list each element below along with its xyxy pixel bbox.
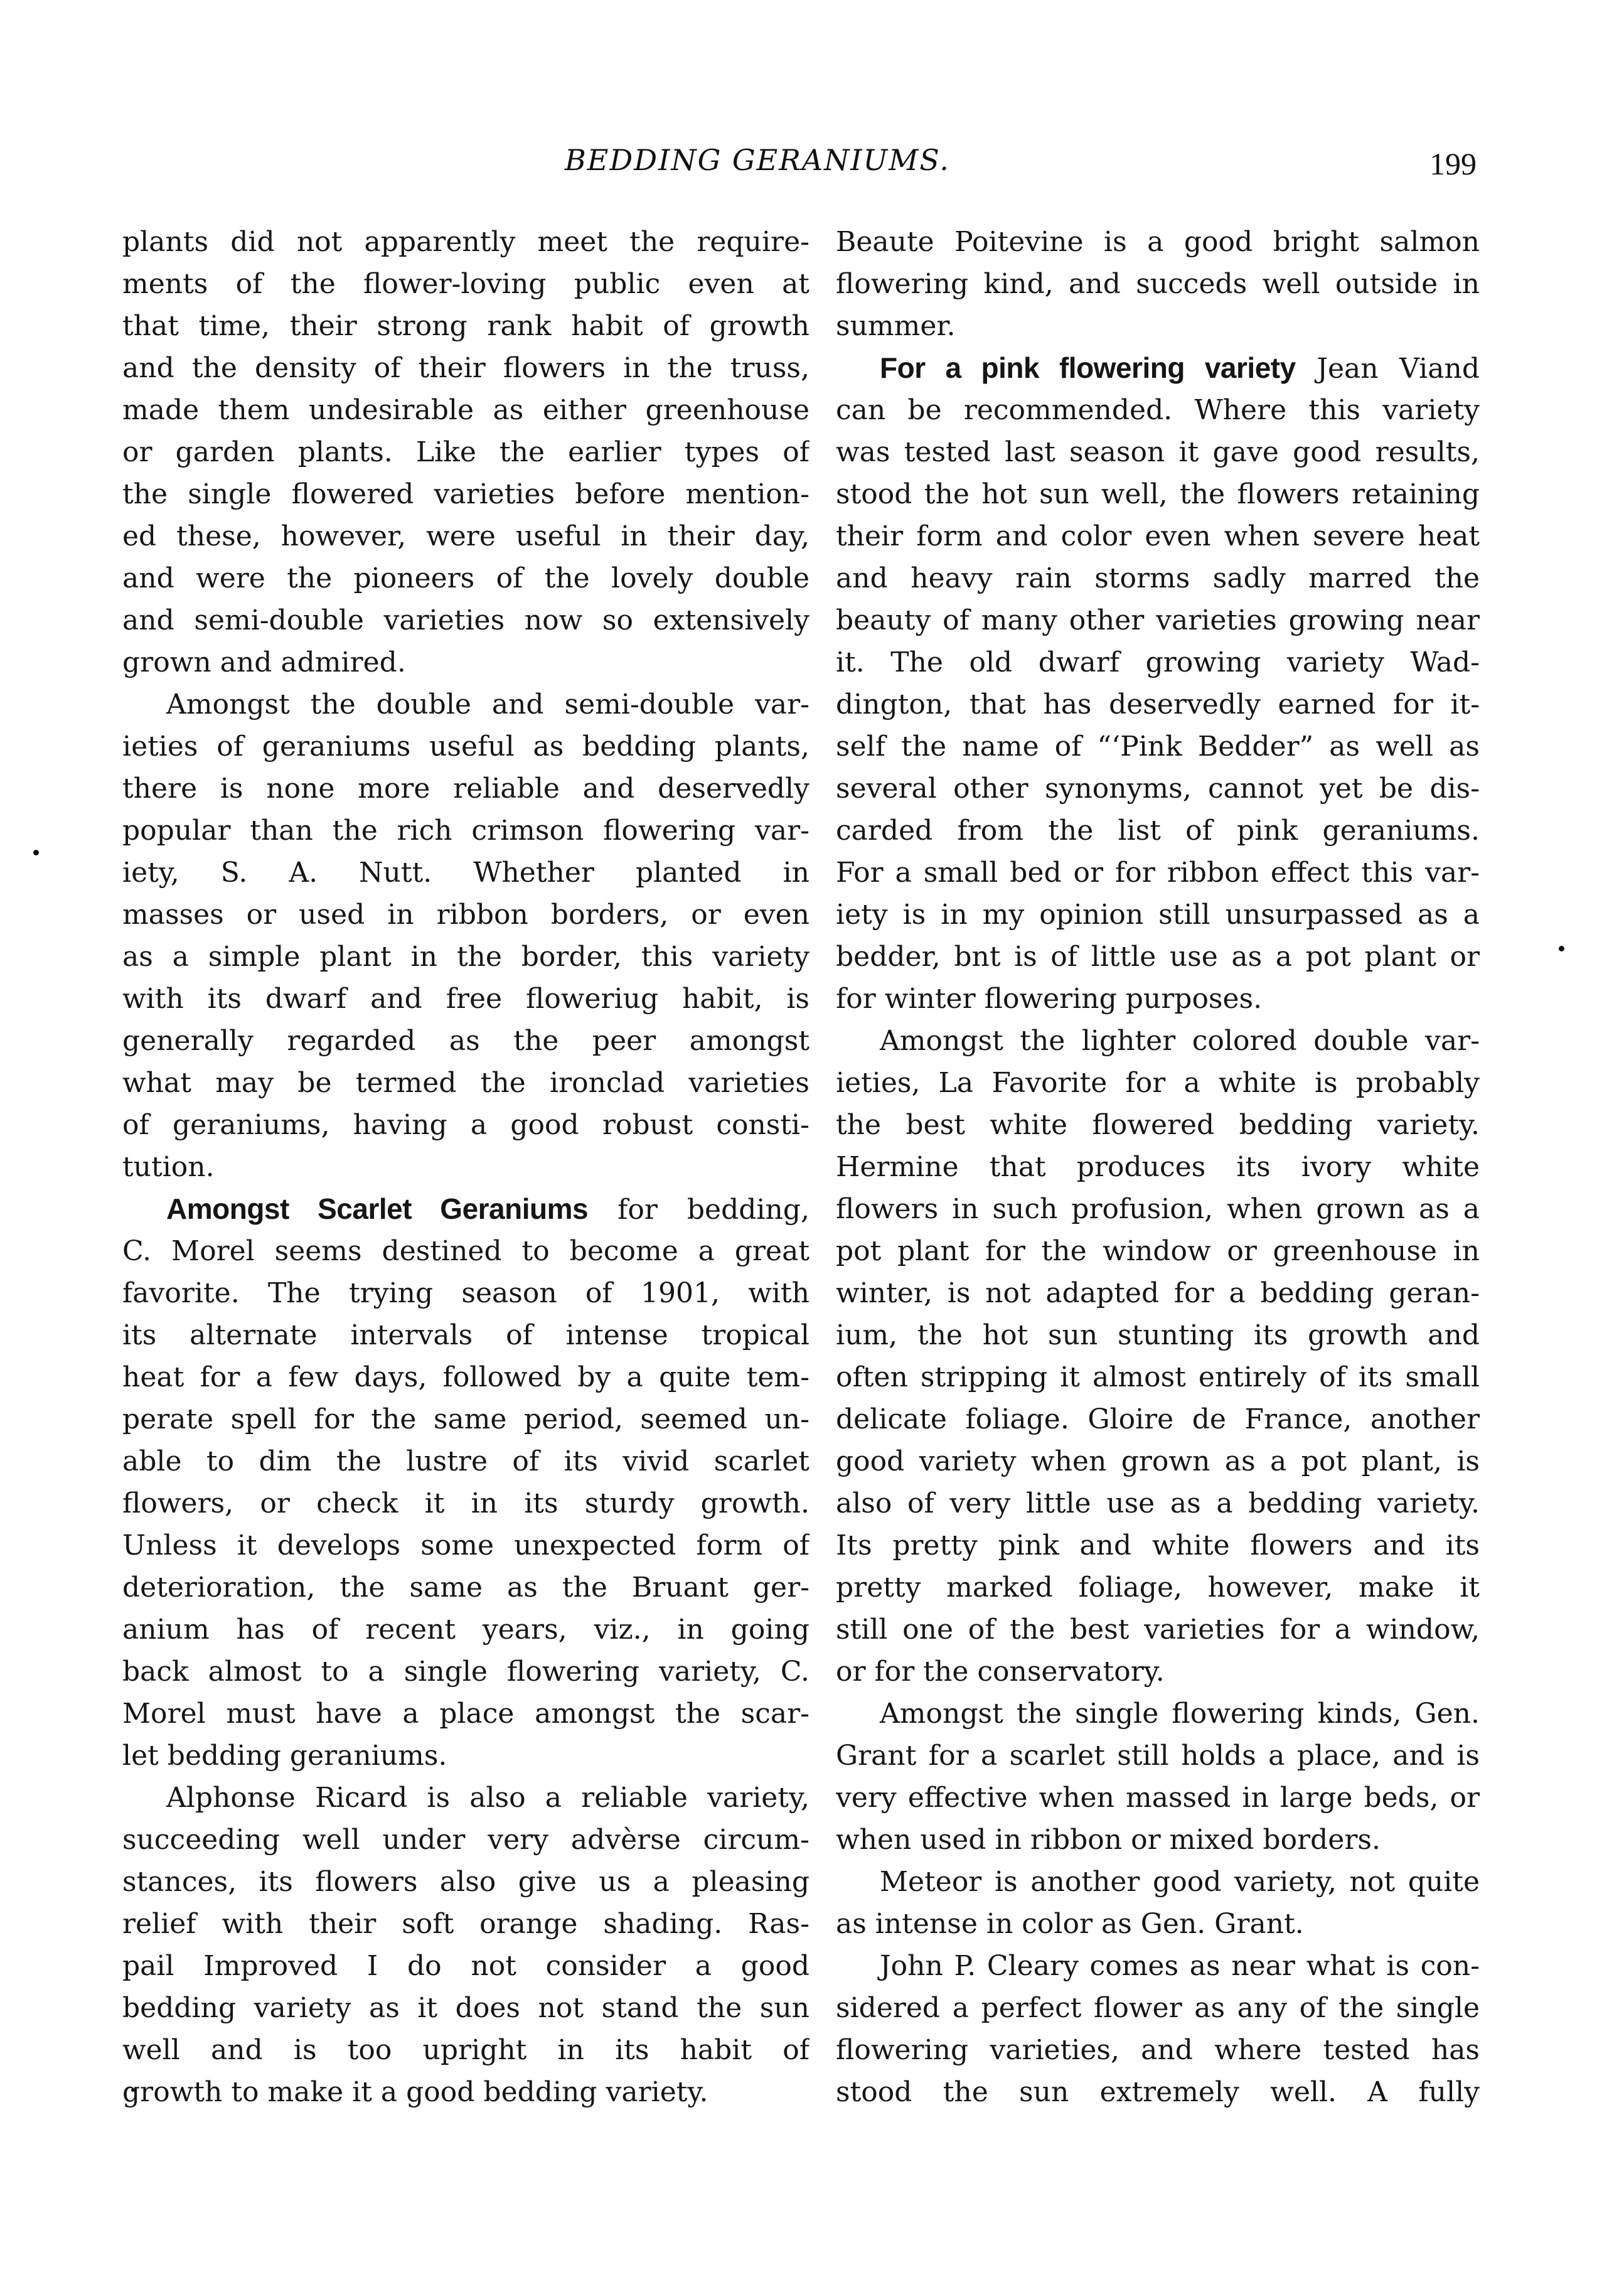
text-line: Amongst the lighter colored double var- (880, 1025, 1480, 1057)
stray-ink-mark (33, 850, 39, 855)
text-line: succeeding well under very advèrse circum- (122, 1824, 809, 1856)
text-line: often stripping it almost entirely of its small (836, 1361, 1480, 1393)
text-line: pail Improved I do not consider a good (122, 1950, 809, 1982)
text-line: self the name of “‘Pink Bedder” as well as (836, 731, 1480, 763)
text-line: Its pretty pink and white flowers and its (836, 1529, 1480, 1561)
text-line: ium, the hot sun stunting its growth and (836, 1319, 1480, 1351)
text-line: back almost to a single flowering variety, C. (122, 1656, 809, 1688)
text-line: summer. (836, 310, 956, 342)
text-line: beauty of many other varieties growing near (836, 604, 1480, 636)
text-line: flowers in such profusion, when grown as a (836, 1193, 1480, 1225)
text-line: for winter flowering purposes. (836, 983, 1263, 1015)
text-line: as intense in color as Gen. Grant. (836, 1908, 1304, 1940)
text-line: Unless it develops some unexpected form of (122, 1529, 809, 1561)
text-line: the single flowered varieties before mention- (122, 478, 809, 510)
text-line: heat for a few days, followed by a quite tem- (122, 1361, 809, 1393)
text-line (122, 1188, 809, 1230)
text-line: as a simple plant in the border, this variety (122, 941, 809, 973)
text-line: it. The old dwarf growing variety Wad- (836, 646, 1480, 678)
text-line-rest: Jean Viand (1317, 353, 1480, 385)
text-line: good variety when grown as a pot plant, is (836, 1445, 1480, 1477)
text-line: carded from the list of pink geraniums. (836, 815, 1480, 847)
text-line: bedding variety as it does not stand the sun (122, 1992, 809, 2024)
text-line: and semi-double varieties now so extensively (122, 604, 809, 636)
text-line: ments of the flower-loving public even at (122, 268, 809, 300)
text-line: stances, its flowers also give us a pleasing (122, 1866, 809, 1898)
text-line: ieties, La Favorite for a white is probably (836, 1067, 1480, 1099)
text-line: Hermine that produces its ivory white (836, 1151, 1480, 1183)
text-line: growth to make it a good bedding variety. (122, 2076, 708, 2108)
text-line: delicate foliage. Gloire de France, another (836, 1403, 1480, 1435)
text-line: also of very little use as a bedding variety. (836, 1487, 1480, 1519)
text-line: there is none more reliable and deservedly (122, 773, 809, 805)
text-line: flowering varieties, and where tested has (836, 2034, 1480, 2066)
text-line: Beaute Poitevine is a good bright salmon (836, 226, 1480, 258)
paragraph-lead-in: Amongst Scarlet Geraniums (166, 1192, 589, 1225)
text-line: Amongst the double and semi-double var- (166, 688, 809, 720)
text-line: let bedding geraniums. (122, 1740, 447, 1772)
text-line: iety, S. A. Nutt. Whether planted in (122, 857, 809, 889)
text-line: C. Morel seems destined to become a great (122, 1235, 809, 1267)
text-line: pretty marked foliage, however, make it (836, 1572, 1480, 1604)
running-title: BEDDING GERANIUMS. (565, 143, 950, 177)
text-line: deterioration, the same as the Bruant ger- (122, 1572, 809, 1604)
text-line: and the density of their flowers in the truss, (122, 352, 809, 384)
text-line: or garden plants. Like the earlier types of (122, 436, 809, 468)
text-line: perate spell for the same period, seemed un- (122, 1403, 809, 1435)
text-line: was tested last season it gave good results, (836, 436, 1480, 468)
text-line: of geraniums, having a good robust consti- (122, 1109, 809, 1141)
text-line: iety is in my opinion still unsurpassed as a (836, 899, 1480, 931)
text-line: able to dim the lustre of its vivid scarlet (122, 1445, 809, 1477)
right-column (836, 221, 1480, 2113)
text-line: ieties of geraniums useful as bedding plants, (122, 731, 809, 763)
text-line: or for the conservatory. (836, 1656, 1165, 1688)
text-line: masses or used in ribbon borders, or even (122, 899, 809, 931)
text-line: Meteor is another good variety, not quite (880, 1866, 1480, 1898)
left-column (122, 221, 809, 2113)
text-line: For a small bed or for ribbon effect this var- (836, 857, 1480, 889)
text-line: still one of the best varieties for a window, (836, 1614, 1480, 1646)
text-line: grown and admired. (122, 646, 406, 678)
text-line: their form and color even when severe heat (836, 520, 1480, 552)
page-number: 199 (1429, 146, 1477, 181)
text-line: and heavy rain storms sadly marred the (836, 562, 1480, 594)
text-line: dington, that has deservedly earned for it- (836, 688, 1480, 720)
text-line: John P. Cleary comes as near what is con- (880, 1950, 1480, 1982)
text-line: and were the pioneers of the lovely double (122, 562, 809, 594)
text-line: when used in ribbon or mixed borders. (836, 1824, 1381, 1856)
text-line: bedder, bnt is of little use as a pot plant or (836, 941, 1480, 973)
text-line: plants did not apparently meet the require- (122, 226, 809, 258)
text-line: made them undesirable as either greenhouse (122, 394, 809, 426)
text-line: relief with their soft orange shading. Ras- (122, 1908, 809, 1940)
text-line: that time, their strong rank habit of growth (122, 310, 809, 342)
text-line: can be recommended. Where this variety (836, 394, 1480, 426)
text-line: stood the sun extremely well. A fully (836, 2076, 1480, 2108)
text-line: pot plant for the window or greenhouse in (836, 1235, 1480, 1267)
text-line: well and is too upright in its habit of (122, 2034, 809, 2066)
text-line: ed these, however, were useful in their day, (122, 520, 809, 552)
text-line: Grant for a scarlet still holds a place, and is (836, 1740, 1480, 1772)
text-line: what may be termed the ironclad varieties (122, 1067, 809, 1099)
text-line: stood the hot sun well, the flowers retaining (836, 478, 1480, 510)
text-line: very effective when massed in large beds, or (836, 1782, 1480, 1814)
text-line: generally regarded as the peer amongst (122, 1025, 809, 1057)
text-line: popular than the rich crimson flowering var- (122, 815, 809, 847)
stray-ink-mark (1559, 946, 1564, 951)
text-line: several other synonyms, cannot yet be dis- (836, 773, 1480, 805)
text-line: Morel must have a place amongst the scar- (122, 1698, 809, 1730)
text-line: the best white flowered bedding variety. (836, 1109, 1480, 1141)
text-line-rest: for bedding, (617, 1194, 809, 1226)
paragraph-lead-in: For a pink flowering variety (880, 351, 1296, 384)
text-line: tution. (122, 1151, 215, 1183)
text-line: Amongst the single flowering kinds, Gen. (880, 1698, 1480, 1730)
text-line: sidered a perfect flower as any of the single (836, 1992, 1480, 2024)
text-line: anium has of recent years, viz., in going (122, 1614, 809, 1646)
text-line: Alphonse Ricard is also a reliable variety, (166, 1782, 809, 1814)
text-line: with its dwarf and free floweriug habit, is (122, 983, 809, 1015)
text-line (836, 347, 1480, 389)
text-line: flowers, or check it in its sturdy growth. (122, 1487, 809, 1519)
text-line: its alternate intervals of intense tropical (122, 1319, 809, 1351)
text-line: favorite. The trying season of 1901, with (122, 1277, 809, 1309)
text-line: winter, is not adapted for a bedding geran- (836, 1277, 1480, 1309)
text-line: flowering kind, and succeds well outside in (836, 268, 1480, 300)
